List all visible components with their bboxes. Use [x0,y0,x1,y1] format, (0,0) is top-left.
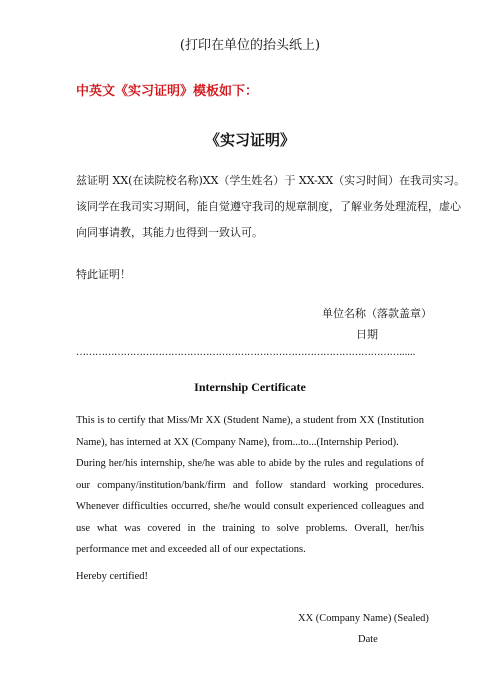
chinese-paragraph-line: 向同事请教，其能力也得到一致认可。 [76,226,263,239]
chinese-signature-unit: 单位名称（落款盖章） [322,307,432,320]
template-heading: 中英文《实习证明》模板如下： [76,84,259,99]
chinese-certificate-title: 《实习证明》 [204,131,295,149]
english-hereby: Hereby certified! [76,571,148,582]
chinese-hereby: 特此证明！ [76,268,131,281]
english-signature-company: XX (Company Name) (Sealed) [298,613,429,624]
print-note: (打印在单位的抬头纸上) [179,38,321,53]
chinese-signature-date: 日期 [356,328,378,341]
english-paragraph-1: This is to certify that Miss/Mr XX (Student Name), a student from XX (Institution Name), has interned at XX (Company Name), from...to...(Internship Period). [76,415,424,448]
chinese-paragraph-line: 该同学在我司实习期间，能自觉遵守我司的规章制度，了解业务处理流程，虚心 [76,200,461,213]
dotted-divider: …………………………………………………………………………………………...... [76,347,416,358]
chinese-paragraph-line: 兹证明 XX(在读院校名称)XX（学生姓名）于 XX-XX（实习时间）在我司实习。 [76,174,466,187]
english-paragraph-2: During her/his internship, she/he was able to abide by the rules and regulations of our company/institution/bank/firm and follow standard working procedures. Whenever difficulties occurred, she/he would consult experienced colleagues and use what was covered in the training to solve problems. Overall, her/his performance met and exceeded all of our expectations. [76,458,424,555]
english-signature-date: Date [358,634,378,645]
english-certificate-title: Internship Certificate [194,380,306,394]
